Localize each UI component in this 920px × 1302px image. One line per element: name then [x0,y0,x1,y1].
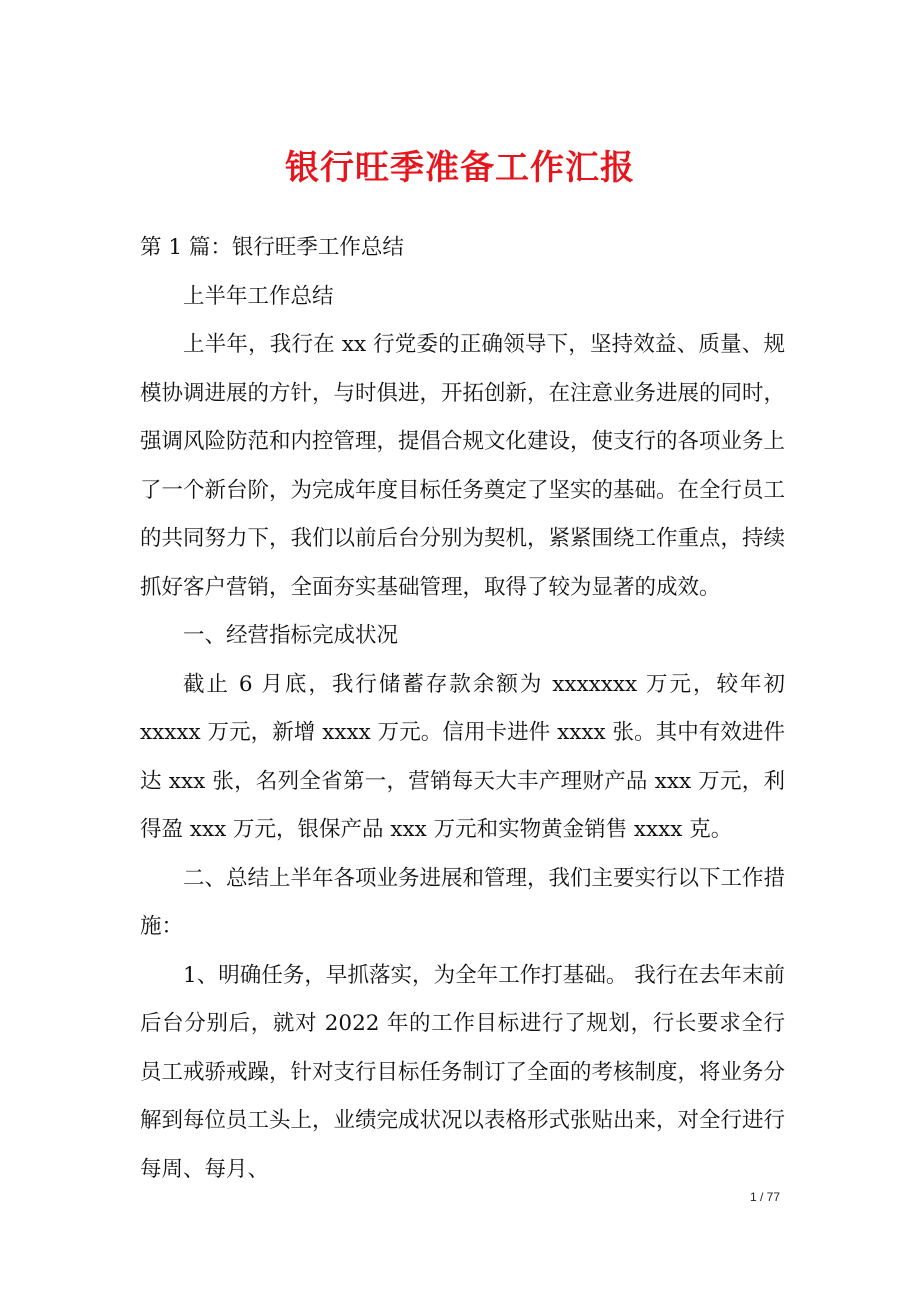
document-body [140,224,785,1194]
subheading: 一、经营指标完成状况 [183,623,399,648]
body-paragraph: 截止 6 月底，我行储蓄存款余额为 xxxxxxx 万元，较年初 xxxxx 万元，新增 xxxx 万元。信用卡进件 xxxx 张。其中有效进件达 xxx 张，名列全省第一，营销每天大丰产理财产品 xxx 万元，利得盈 xxx 万元，银保产品 xxx 万元和实物黄金销售 xxxx 克。 [140,671,785,842]
body-paragraph: 上半年，我行在 xx 行党委的正确领导下，坚持效益、质量、规模协调进展的方针，与时俱进，开拓创新，在注意业务进展的同时，强调风险防范和内控管理，提倡合规文化建设，使支行的各项业务上了一个新台阶，为完成年度目标任务奠定了坚实的基础。在全行员工的共同努力下，我们以前后台分别为契机，紧紧围绕工作重点，持续抓好客户营销，全面夯实基础管理，取得了较为显著的成效。 [140,332,786,600]
page-number: 1 / 77 [749,1190,780,1204]
document-title: 银行旺季准备工作汇报 [285,148,635,188]
subheading: 上半年工作总结 [183,283,334,309]
body-paragraph: 1、明确任务，早抓落实，为全年工作打基础。 我行在去年末前后台分别后，就对 2022 年的工作目标进行了规划，行长要求全行员工戒骄戒躁，针对支行目标任务制订了全面的考核制度，将业务分解到每位员工头上，业绩完成状况以表格形式张贴出来，对全行进行每周、每月、 [140,962,786,1182]
section-heading: 第 1 篇：银行旺季工作总结 [140,235,404,260]
body-paragraph: 二、总结上半年各项业务进展和管理，我们主要实行以下工作措施： [140,865,786,939]
